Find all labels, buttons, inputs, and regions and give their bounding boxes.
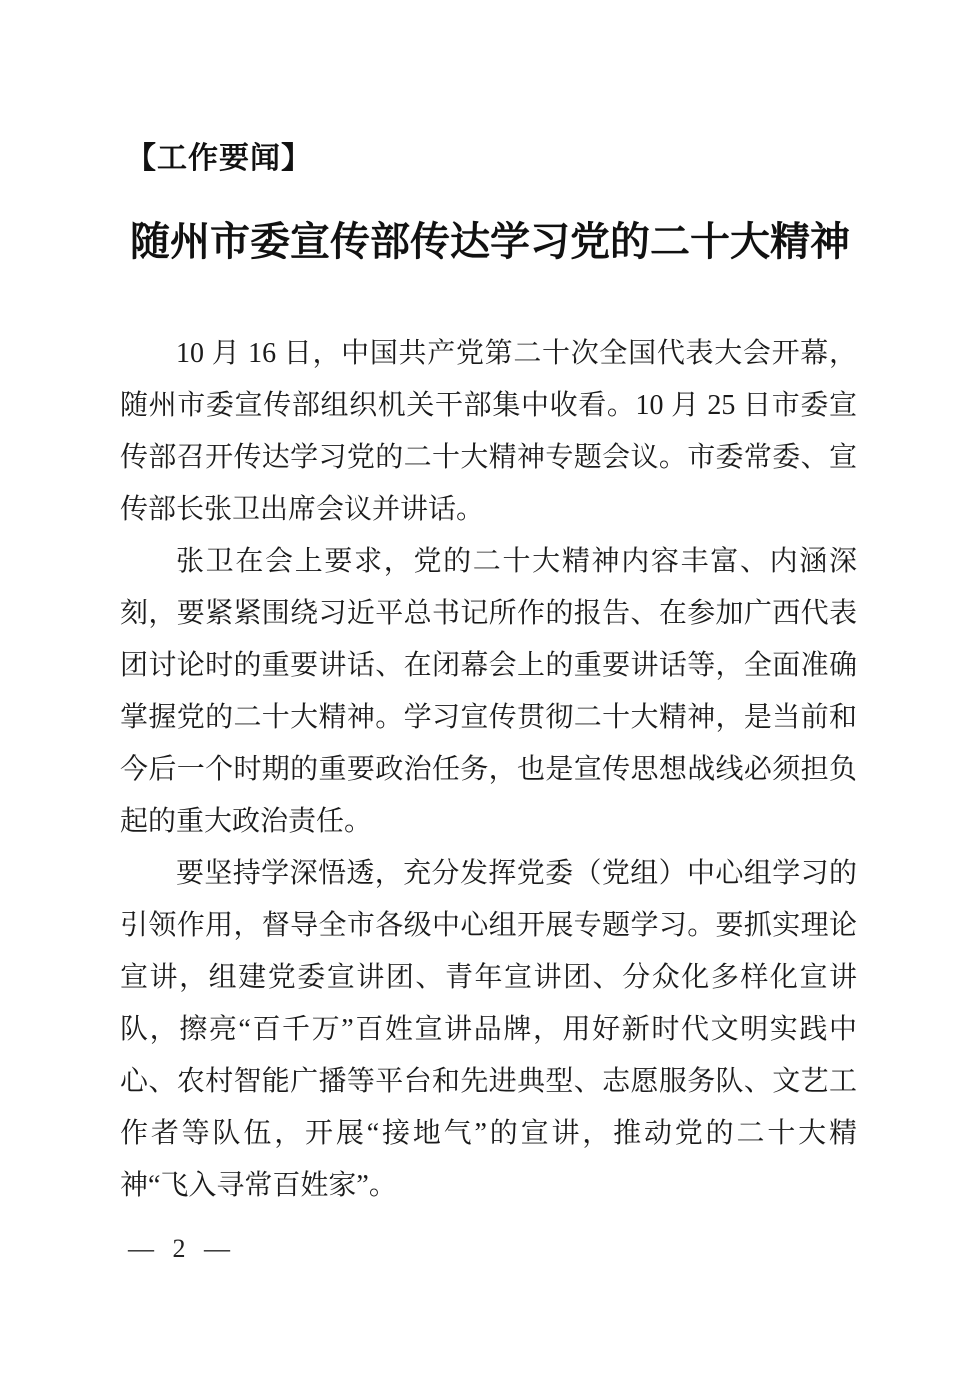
paragraph-2: 张卫在会上要求，党的二十大精神内容丰富、内涵深刻，要紧紧围绕习近平总书记所作的报告、在参加广西代表团讨论时的重要讲话、在闭幕会上的重要讲话等，全面准确掌握党的二十大精神。学习宣传贯彻二十大精神，是当前和今后一个时期的重要政治任务，也是宣传思想战线必须担负起的重大政治责任。: [120, 546, 857, 837]
paragraph-1: 10 月 16 日，中国共产党第二十次全国代表大会开幕，随州市委宣传部组织机关干部集中收看。10 月 25 日市委宣传部召开传达学习党的二十大精神专题会议。市委常委、宣传部长张卫出席会议并讲话。: [120, 338, 857, 525]
page-title: 随州市委宣传部传达学习党的二十大精神: [130, 219, 850, 264]
document-body: [120, 328, 857, 1212]
paragraph-3: 要坚持学深悟透，充分发挥党委（党组）中心组学习的引领作用，督导全市各级中心组开展专题学习。要抓实理论宣讲，组建党委宣讲团、青年宣讲团、分众化多样化宣讲队，擦亮“百千万”百姓宣讲品牌，用好新时代文明实践中心、农村智能广播等平台和先进典型、志愿服务队、文艺工作者等队伍，开展“接地气”的宣讲，推动党的二十大精神“飞入寻常百姓家”。: [120, 858, 857, 1201]
section-header: 【工作要闻】: [126, 142, 312, 175]
page-number: — 2 —: [128, 1234, 236, 1263]
